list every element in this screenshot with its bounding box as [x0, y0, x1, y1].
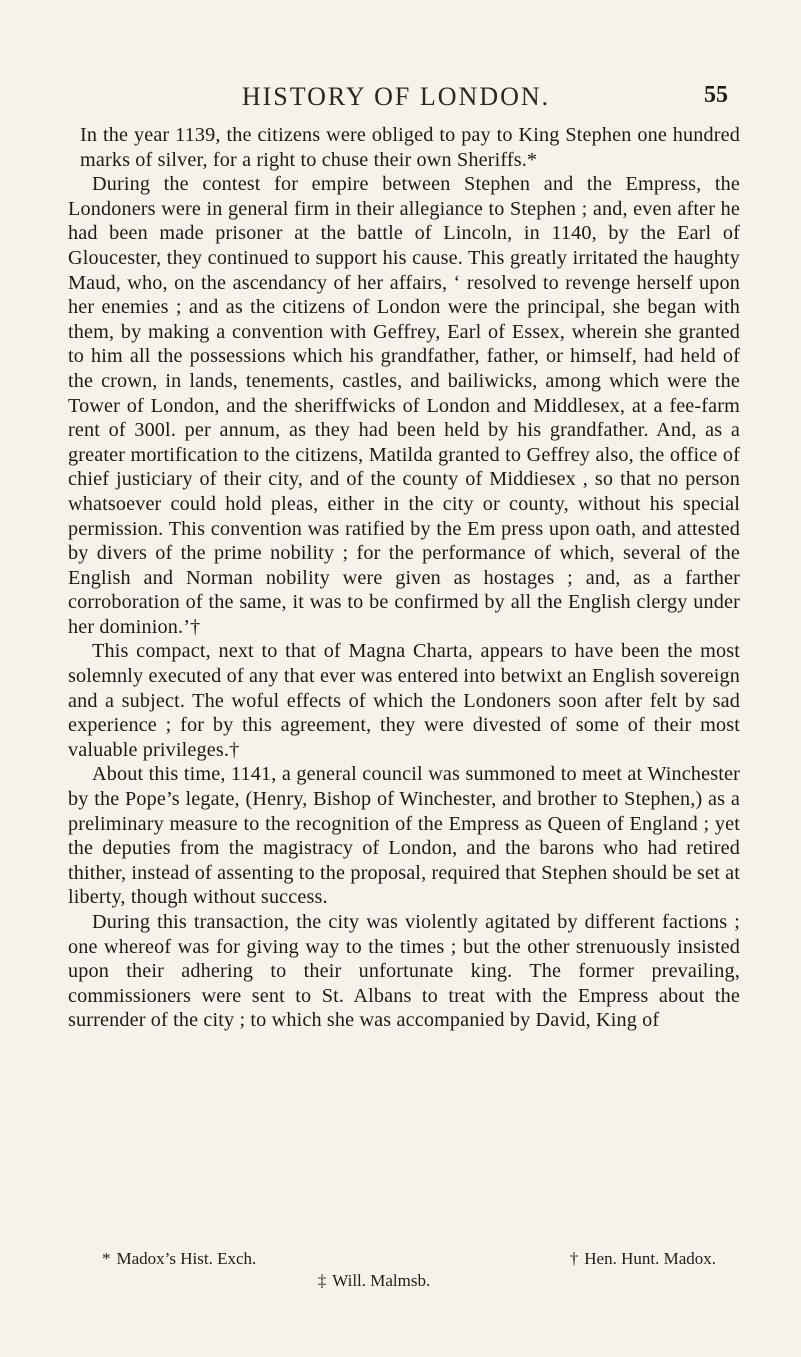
running-title: HISTORY OF LONDON.: [241, 82, 551, 111]
body-text: [68, 123, 740, 1033]
footnote-2-text: Hen. Hunt. Madox.: [584, 1249, 716, 1268]
paragraph-1: In the year 1139, the citizens were obliged to pay to King Stephen one hundred marks of silver, for a right to chuse their own Sheriffs.*: [80, 124, 740, 171]
paragraph-3: This compact, next to that of Magna Charta, appears to have been the most solemnly executed of any that ever was entered into betwixt an English sovereign and a subject. The woful effects of which the Londoners soon after felt by sad experience ; for by this agreement, they were divested of some of their most valuable privileges.†: [68, 640, 740, 761]
footnote-3: [68, 1270, 740, 1292]
footnote-row: [68, 1248, 740, 1270]
footnotes: [68, 1248, 740, 1292]
footnote-3-mark: ‡: [317, 1271, 327, 1290]
footnote-1-mark: *: [102, 1249, 111, 1268]
footnote-1: [102, 1248, 256, 1270]
footnote-1-text: Madox’s Hist. Exch.: [116, 1249, 257, 1268]
page-number: 55: [704, 82, 728, 108]
paragraph-2: During the contest for empire between Stephen and the Empress, the Londoners were in general firm in their allegiance to Stephen ; and, even after he had been made prisoner at the battle of Lincoln, in 1140, by the Earl of Gloucester, they continued to support his cause. This greatly irritated the haughty Maud, who, on the ascendancy of her affairs, ‘ resolved to revenge herself upon her enemies ; and as the citizens of London were the principal, she began with them, by making a convention with Geffrey, Earl of Essex, wherein she granted to him all the possessions which his grandfather, father, or himself, had held of the crown, in lands, tenements, castles, and bailiwicks, among which were the Tower of London, and the sheriffwicks of London and Middlesex, at a fee-farm rent of 300l. per annum, as they had been held by his grandfather. And, as a greater mortification to the citizens, Matilda granted to Geffrey also, the office of chief justiciary of their city, and of the county of Middiesex , so that no person whatsoever could hold pleas, either in the city or county, without his special permission. This convention was ratified by the Em press upon oath, and attested by divers of the prime nobility ; for the performance of which, several of the English and Norman nobility were given as hostages ; and, as a farther corroboration of the same, it was to be confirmed by all the English clergy under her dominion.’†: [68, 173, 740, 638]
footnote-2: [570, 1248, 716, 1270]
paragraph-4: About this time, 1141, a general council was summoned to meet at Winchester by the Pope’s legate, (Henry, Bishop of Winchester, and brother to Stephen,) as a preliminary measure to the recognition of the Empress as Queen of England ; yet the deputies from the magistracy of London, and the barons who had retired thither, instead of assenting to the proposal, required that Stephen should be set at liberty, though without success.: [68, 763, 740, 909]
paragraph-5: During this transaction, the city was violently agitated by different factions ; one whereof was for giving way to the times ; but the other strenuously insisted upon their adhering to their unfortunate king. The former prevailing, commissioners were sent to St. Albans to treat with the Empress about the surrender of the city ; to which she was accompanied by David, King of: [68, 911, 740, 1032]
footnote-2-mark: †: [569, 1249, 579, 1268]
running-head: [64, 82, 728, 112]
footnote-3-text: Will. Malmsb.: [332, 1271, 431, 1290]
